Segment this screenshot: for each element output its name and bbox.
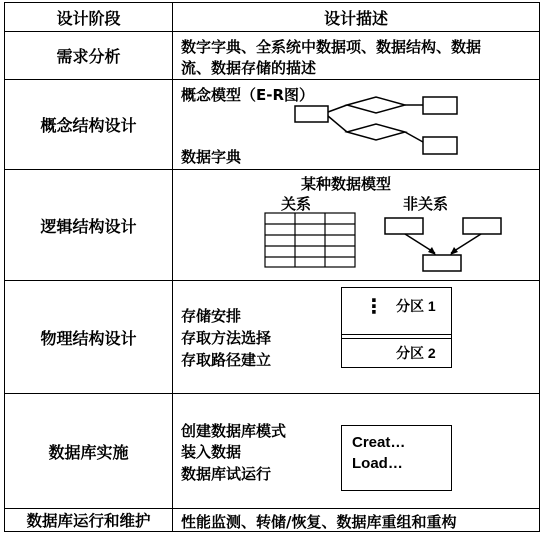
operation-desc: 性能监测、转储/恢复、数据库重组和重构 bbox=[181, 513, 457, 531]
header-desc: 设计描述 bbox=[173, 3, 540, 32]
relational-table-grid bbox=[265, 213, 355, 267]
row-operation bbox=[5, 509, 540, 532]
partition-box bbox=[341, 287, 452, 368]
nonrel-node-left bbox=[385, 218, 423, 234]
stage-logical: 逻辑结构设计 bbox=[5, 170, 173, 281]
row-implementation bbox=[5, 394, 540, 509]
desc-conceptual bbox=[173, 80, 540, 170]
nonrel-node-right bbox=[463, 218, 501, 234]
partition-dots: ⋮ bbox=[364, 294, 384, 318]
stage-conceptual: 概念结构设计 bbox=[5, 80, 173, 170]
er-relationship-top bbox=[347, 97, 405, 113]
implementation-line3: 数据库试运行 bbox=[181, 465, 272, 483]
physical-line1: 存储安排 bbox=[181, 307, 242, 325]
partition-divider-1 bbox=[342, 334, 451, 335]
partition1-label: 分区 1 bbox=[396, 298, 436, 314]
stage-implementation: 数据库实施 bbox=[5, 394, 173, 509]
er-entity-left bbox=[295, 106, 328, 122]
conceptual-dictionary-label: 数据字典 bbox=[181, 148, 242, 166]
desc-implementation bbox=[173, 394, 540, 509]
implementation-line1: 创建数据库模式 bbox=[181, 422, 287, 440]
header-stage: 设计阶段 bbox=[5, 3, 173, 32]
row-requirements bbox=[5, 32, 540, 80]
header-row bbox=[5, 3, 540, 32]
desc-physical bbox=[173, 281, 540, 394]
script-creat: Creat… bbox=[352, 434, 406, 451]
requirements-line2: 流、数据存储的描述 bbox=[181, 59, 317, 77]
stage-physical: 物理结构设计 bbox=[5, 281, 173, 394]
er-relationship-bottom bbox=[347, 124, 405, 140]
requirements-line1: 数字字典、全系统中数据项、数据结构、数据 bbox=[181, 38, 482, 56]
script-box bbox=[341, 425, 452, 491]
partition2-label: 分区 2 bbox=[396, 345, 436, 361]
partition-divider-2 bbox=[342, 338, 451, 339]
conceptual-model-label: 概念模型（E-R图） bbox=[181, 86, 315, 104]
stage-operation: 数据库运行和维护 bbox=[5, 509, 173, 532]
desc-operation bbox=[173, 509, 540, 532]
desc-logical bbox=[173, 170, 540, 281]
physical-line2: 存取方法选择 bbox=[181, 329, 272, 347]
row-conceptual bbox=[5, 80, 540, 170]
er-entity-right-bottom bbox=[423, 137, 457, 154]
er-entity-right-top bbox=[423, 97, 457, 114]
logical-nonrelational-label: 非关系 bbox=[403, 195, 449, 213]
design-stage-table bbox=[4, 2, 540, 532]
physical-line3: 存取路径建立 bbox=[181, 351, 272, 369]
implementation-line2: 装入数据 bbox=[181, 443, 242, 461]
desc-requirements bbox=[173, 32, 540, 80]
row-physical bbox=[5, 281, 540, 394]
logical-relational-label: 关系 bbox=[281, 195, 312, 213]
logical-title: 某种数据模型 bbox=[301, 175, 392, 193]
script-load: Load… bbox=[352, 455, 403, 472]
logical-diagram bbox=[173, 170, 541, 280]
stage-requirements: 需求分析 bbox=[5, 32, 173, 80]
row-logical bbox=[5, 170, 540, 281]
nonrel-node-bottom bbox=[423, 255, 461, 271]
